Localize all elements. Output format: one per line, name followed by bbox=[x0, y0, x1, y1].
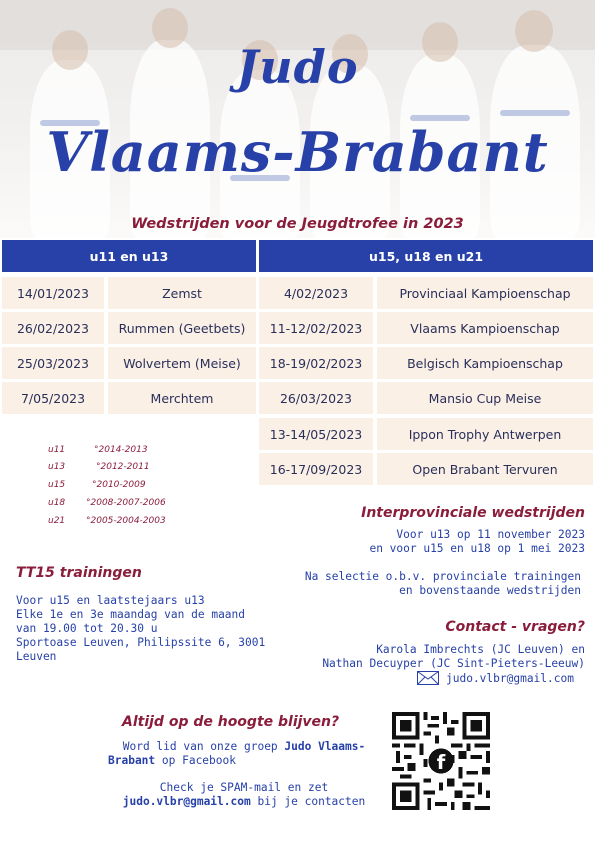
right-date-cell: 16-17/09/2023 bbox=[259, 453, 373, 485]
age-category-row bbox=[48, 516, 166, 526]
tt15-line: van 19.00 tot 20.30 u bbox=[16, 622, 158, 635]
age-category-row bbox=[48, 480, 146, 490]
title-line1: Judo bbox=[236, 40, 359, 94]
contact-line: Karola Imbrechts (JC Leuven) en bbox=[376, 643, 585, 656]
title-line2: Vlaams-Brabant bbox=[46, 120, 549, 184]
right-table-header: u15, u18 en u21 bbox=[259, 240, 593, 272]
age-category: u11 bbox=[48, 445, 66, 455]
left-date-cell: 14/01/2023 bbox=[2, 277, 104, 309]
tt15-heading: TT15 trainingen bbox=[16, 565, 142, 581]
age-category: u18 bbox=[48, 498, 66, 508]
age-category: u13 bbox=[48, 462, 66, 472]
left-date-cell: 25/03/2023 bbox=[2, 347, 104, 379]
left-date-cell: 7/05/2023 bbox=[2, 382, 104, 414]
qr-code-graphic bbox=[392, 712, 490, 810]
right-date-cell: 13-14/05/2023 bbox=[259, 418, 373, 450]
left-date-cell: 26/02/2023 bbox=[2, 312, 104, 344]
contact-email[interactable]: judo.vlbr@gmail.com bbox=[446, 672, 574, 685]
interprovincial-line: en bovenstaande wedstrijden bbox=[399, 584, 581, 597]
right-date-cell: 18-19/02/2023 bbox=[259, 347, 373, 379]
updates-text: Word lid van onze groep bbox=[122, 740, 285, 753]
updates-email[interactable]: judo.vlbr@gmail.com bbox=[122, 795, 251, 808]
hero-photo bbox=[0, 0, 595, 238]
contact-line: Nathan Decuyper (JC Sint-Pieters-Leeuw) bbox=[322, 657, 585, 670]
updates-text: bij je contacten bbox=[250, 795, 366, 808]
right-event-cell: Ippon Trophy Antwerpen bbox=[377, 418, 593, 450]
subtitle: Wedstrijden voor de Jeugdtrofee in 2023 bbox=[131, 216, 464, 232]
facebook-group-link[interactable]: Brabant bbox=[108, 754, 156, 767]
age-category-row bbox=[48, 445, 148, 455]
right-date-cell: 11-12/02/2023 bbox=[259, 312, 373, 344]
right-event-cell: Open Brabant Tervuren bbox=[377, 453, 593, 485]
left-place-cell: Zemst bbox=[108, 277, 256, 309]
age-category: u15 bbox=[48, 480, 66, 490]
tt15-line: Sportoase Leuven, Philipssite 6, 3001 bbox=[16, 636, 266, 649]
left-place-cell: Merchtem bbox=[108, 382, 256, 414]
tt15-line: Elke 1e en 3e maandag van de maand bbox=[16, 608, 246, 621]
age-category-row bbox=[48, 462, 150, 472]
age-category: u21 bbox=[48, 516, 66, 526]
birth-years: °2010-2009 bbox=[92, 480, 146, 490]
svg-text:f: f bbox=[436, 751, 446, 775]
interprovincial-heading: Interprovinciale wedstrijden bbox=[361, 505, 585, 521]
age-category-row bbox=[48, 498, 166, 508]
updates-line bbox=[94, 740, 394, 754]
updates-heading: Altijd op de hoogte blijven? bbox=[122, 714, 340, 730]
qr-code[interactable] bbox=[392, 712, 490, 810]
interprovincial-line: Voor u13 op 11 november 2023 bbox=[396, 528, 585, 541]
right-event-cell: Provinciaal Kampioenschap bbox=[377, 277, 593, 309]
birth-years: °2014-2013 bbox=[94, 445, 148, 455]
left-place-cell: Rummen (Geetbets) bbox=[108, 312, 256, 344]
facebook-group-link[interactable]: Judo Vlaams- bbox=[284, 740, 366, 753]
updates-line bbox=[94, 795, 394, 809]
birth-years: °2012-2011 bbox=[96, 462, 150, 472]
updates-text: op Facebook bbox=[155, 754, 236, 767]
left-place-cell: Wolvertem (Meise) bbox=[108, 347, 256, 379]
right-date-cell: 26/03/2023 bbox=[259, 382, 373, 414]
tt15-line: Voor u15 en laatstejaars u13 bbox=[16, 594, 205, 607]
mail-icon bbox=[417, 671, 439, 685]
birth-years: °2005-2004-2003 bbox=[86, 516, 166, 526]
right-event-cell: Mansio Cup Meise bbox=[377, 382, 593, 414]
updates-line bbox=[108, 754, 236, 768]
interprovincial-line: en voor u15 en u18 op 1 mei 2023 bbox=[369, 542, 585, 555]
right-event-cell: Vlaams Kampioenschap bbox=[377, 312, 593, 344]
contact-heading: Contact - vragen? bbox=[445, 619, 585, 635]
right-date-cell: 4/02/2023 bbox=[259, 277, 373, 309]
updates-line: Check je SPAM-mail en zet bbox=[159, 781, 329, 794]
birth-years: °2008-2007-2006 bbox=[86, 498, 166, 508]
right-event-cell: Belgisch Kampioenschap bbox=[377, 347, 593, 379]
left-table-header: u11 en u13 bbox=[2, 240, 256, 272]
interprovincial-line: Na selectie o.b.v. provinciale trainingen bbox=[304, 570, 581, 583]
tt15-line: Leuven bbox=[16, 650, 57, 663]
judoka-belt bbox=[500, 110, 570, 116]
